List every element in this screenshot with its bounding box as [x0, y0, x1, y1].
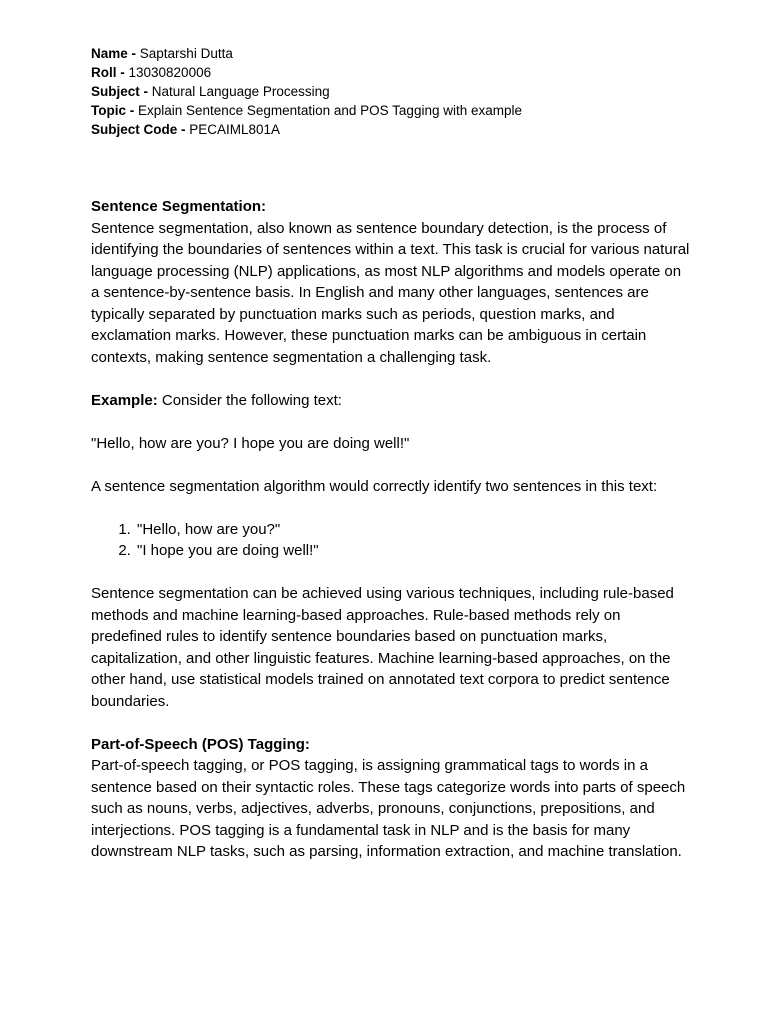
- techniques-paragraph: Sentence segmentation can be achieved using various techniques, including rule-based methods and machine learning-based approaches. Rule-based methods rely on predefined rules to identify sentence boundaries based on punctuation marks, capitalization, and other linguistic features. Machine learning-based approaches, on the other hand, use statistical models trained on annotated text corpora to predict sentence boundaries.: [91, 585, 674, 710]
- name-row: [91, 44, 522, 63]
- roll-value: 13030820006: [128, 65, 212, 80]
- pos-intro-paragraph: Part-of-speech tagging, or POS tagging, is assigning grammatical tags to words in a sentence based on their syntactic roles. These tags categorize words into parts of speech such as nouns, verbs, adjectives, adverbs, pronouns, conjunctions, prepositions, and interjections. POS tagging is a fundamental task in NLP and is the basis for many downstream NLP tasks, such as parsing, information extraction, and machine translation.: [91, 757, 686, 860]
- segmentation-heading: Sentence Segmentation:: [91, 198, 267, 215]
- list-item: 1. "Hello, how are you?": [135, 519, 691, 541]
- topic-row: [91, 101, 522, 120]
- subject-code-label: Subject Code -: [91, 122, 190, 137]
- subject-code-value: PECAIML801A: [189, 122, 281, 137]
- example-paragraph: [91, 390, 691, 412]
- topic-value: Explain Sentence Segmentation and POS Tagging with example: [138, 103, 522, 118]
- subject-value: Natural Language Processing: [151, 84, 330, 99]
- subject-label: Subject -: [91, 84, 152, 99]
- document-body: [91, 196, 691, 863]
- sentence-list: [91, 519, 691, 562]
- list-item: 2. "I hope you are doing well!": [135, 540, 691, 562]
- algorithm-paragraph: A sentence segmentation algorithm would correctly identify two sentences in this text:: [91, 477, 658, 495]
- student-info-header: [91, 44, 522, 139]
- name-value: Saptarshi Dutta: [139, 46, 233, 61]
- example-quote: "Hello, how are you? I hope you are doing well!": [91, 434, 410, 452]
- subject-code-row: [91, 120, 522, 139]
- roll-row: [91, 63, 522, 82]
- roll-label: Roll -: [91, 65, 129, 80]
- subject-row: [91, 82, 522, 101]
- pos-heading: Part-of-Speech (POS) Tagging:: [91, 735, 310, 753]
- example-label: Example:: [91, 391, 158, 409]
- example-text: Consider the following text:: [157, 391, 342, 409]
- name-label: Name -: [91, 46, 140, 61]
- segmentation-intro-paragraph: Sentence segmentation, also known as sentence boundary detection, is the process of identifying the boundaries of sentences within a text. This task is crucial for various natural language processing (NLP) applications, as most NLP algorithms and models operate on a sentence-by-sentence basis. In English and many other languages, sentences are typically separated by punctuation marks such as periods, question marks, and exclamation marks. However, these punctuation marks can be ambiguous in certain contexts, making sentence segmentation a challenging task.: [91, 219, 690, 366]
- topic-label: Topic -: [91, 103, 138, 118]
